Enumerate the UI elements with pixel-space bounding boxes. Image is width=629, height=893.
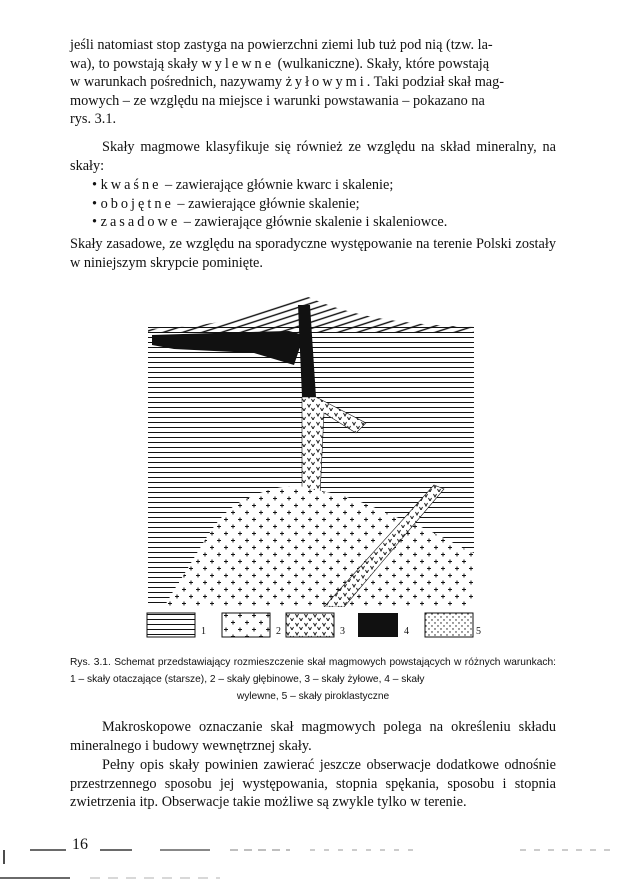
term-zylowymi: żyłowymi bbox=[285, 74, 367, 91]
paragraph-classification: Skały magmowe klasyfikuje się również ze względu na skład mineralny, na skały: bbox=[70, 139, 556, 174]
p1-line2b: (wulkaniczne). Skały, które powstają bbox=[274, 55, 490, 72]
bullet-obojetne-desc: – zawierające głównie skalenie; bbox=[173, 196, 360, 212]
legend-swatch-1 bbox=[146, 612, 196, 638]
legend-label-5: 5 bbox=[476, 626, 481, 637]
legend-label-4: 4 bbox=[404, 626, 409, 637]
bullet-dot: • bbox=[92, 196, 98, 212]
term-zasadowe: zasadowe bbox=[100, 214, 181, 230]
bullet-zasadowe bbox=[92, 213, 447, 232]
paragraph-zasadowe-note: Skały zasadowe, ze względu na sporadyczne występowanie na terenie Polski zostały w niniejszym skrypcie pominięte. bbox=[70, 236, 556, 271]
bullet-kwasne-desc: – zawierające głównie kwarc i skalenie; bbox=[161, 177, 394, 193]
legend-label-2: 2 bbox=[276, 626, 281, 637]
term-wylewne: wylewne bbox=[201, 55, 275, 72]
p1-line3a: w warunkach pośrednich, nazywamy bbox=[70, 74, 286, 91]
bullet-dot: • bbox=[92, 177, 98, 193]
legend-swatch-4 bbox=[357, 612, 399, 638]
term-obojetne: obojętne bbox=[100, 196, 174, 212]
legend-swatch-5 bbox=[424, 612, 474, 638]
paragraph-intro bbox=[70, 36, 556, 129]
p1-line4: mowych – ze względu na miejsce i warunki powstawania – pokazano na bbox=[70, 92, 485, 109]
paragraph-full-description: Pełny opis skały powinien zawierać jeszcze obserwacje dodatkowe odnośnie przestrzennego sposobu jej występowania, stopnia spękania, sposobu i stopnia zwietrzenia itp. Obserwacje takie możliwe są zwykle tylko w terenie. bbox=[70, 757, 556, 811]
bullet-kwasne bbox=[92, 176, 393, 195]
legend-label-1: 1 bbox=[201, 626, 206, 637]
bullet-zasadowe-desc: – zawierające głównie skalenie i skaleniowce. bbox=[180, 214, 448, 230]
p1-line2a: wa), to powstają skały bbox=[70, 55, 202, 72]
p1-line3b: . Taki podział skał mag- bbox=[366, 74, 505, 91]
footer-rules bbox=[0, 834, 629, 893]
legend-swatch-2 bbox=[221, 612, 271, 638]
caption-last-line: wylewne, 5 – skały piroklastyczne bbox=[236, 691, 390, 702]
figure-caption bbox=[70, 654, 556, 705]
p1-line1: jeśli natomiast stop zastyga na powierzchni ziemi lub tuż pod nią (tzw. la- bbox=[70, 37, 493, 53]
term-kwasne: kwaśne bbox=[100, 177, 162, 193]
bullet-dot: • bbox=[92, 214, 98, 230]
legend-swatch-3 bbox=[285, 612, 335, 638]
figure-magmatic-rocks-diagram bbox=[144, 285, 478, 607]
caption-main: Rys. 3.1. Schemat przedstawiający rozmieszczenie skał magmowych powstających w różnych warunkach: 1 – skały otaczające (starsze), 2 – skały głębinowe, 3 – skały żyłowe, 4 – skały bbox=[70, 657, 556, 685]
page-number: 16 bbox=[72, 836, 88, 853]
bullet-obojetne bbox=[92, 195, 360, 214]
paragraph-macroscopic: Makroskopowe oznaczanie skał magmowych polega na określeniu składu mineralnego i budowy wewnętrznej skały. bbox=[70, 719, 556, 754]
legend-label-3: 3 bbox=[340, 626, 345, 637]
p1-line5: rys. 3.1. bbox=[70, 111, 117, 128]
